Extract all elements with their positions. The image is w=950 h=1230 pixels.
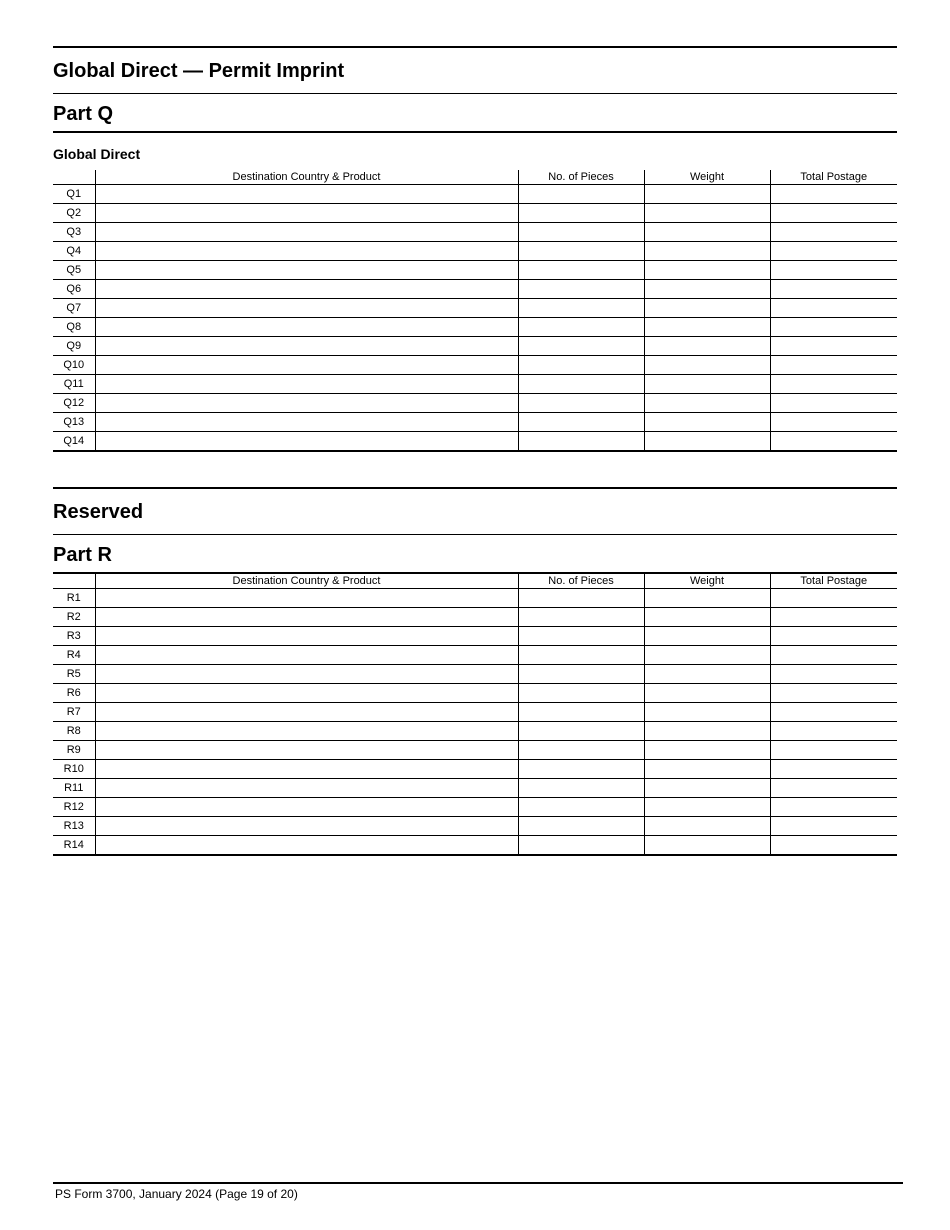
- line-number: R3: [53, 627, 95, 646]
- line-number: R13: [53, 817, 95, 836]
- destination-cell[interactable]: [95, 760, 518, 779]
- destination-cell[interactable]: [95, 779, 518, 798]
- destination-cell[interactable]: [95, 223, 518, 242]
- line-number: R2: [53, 608, 95, 627]
- pieces-cell[interactable]: [518, 798, 644, 817]
- pieces-column-header: No. of Pieces: [518, 574, 644, 589]
- pieces-cell[interactable]: [518, 299, 644, 318]
- total-postage-cell[interactable]: [770, 627, 897, 646]
- total-postage-cell[interactable]: [770, 684, 897, 703]
- weight-cell[interactable]: [644, 261, 770, 280]
- total-postage-cell[interactable]: [770, 646, 897, 665]
- total-postage-column-header: Total Postage: [770, 574, 897, 589]
- top-rule: [53, 46, 897, 48]
- total-postage-cell[interactable]: [770, 722, 897, 741]
- pieces-cell[interactable]: [518, 375, 644, 394]
- table-row: [53, 627, 897, 646]
- total-postage-cell[interactable]: [770, 608, 897, 627]
- weight-cell[interactable]: [644, 703, 770, 722]
- line-number: Q14: [53, 432, 95, 452]
- table-row: [53, 684, 897, 703]
- destination-cell[interactable]: [95, 684, 518, 703]
- destination-cell[interactable]: [95, 413, 518, 432]
- weight-column-header: Weight: [644, 574, 770, 589]
- total-postage-cell[interactable]: [770, 703, 897, 722]
- destination-column-header: Destination Country & Product: [95, 170, 518, 185]
- table-row: [53, 432, 897, 452]
- pieces-cell[interactable]: [518, 318, 644, 337]
- table-row: [53, 608, 897, 627]
- line-number: R8: [53, 722, 95, 741]
- destination-column-header: Destination Country & Product: [95, 574, 518, 589]
- pieces-cell[interactable]: [518, 394, 644, 413]
- pieces-cell[interactable]: [518, 684, 644, 703]
- part-r-heading: Part R: [53, 544, 112, 566]
- pieces-cell[interactable]: [518, 204, 644, 223]
- table-row: [53, 337, 897, 356]
- table-row: [53, 703, 897, 722]
- pieces-cell[interactable]: [518, 223, 644, 242]
- line-number: Q12: [53, 394, 95, 413]
- table-row: [53, 413, 897, 432]
- total-postage-cell[interactable]: [770, 589, 897, 608]
- weight-cell[interactable]: [644, 318, 770, 337]
- destination-cell[interactable]: [95, 741, 518, 760]
- destination-cell[interactable]: [95, 261, 518, 280]
- pieces-cell[interactable]: [518, 356, 644, 375]
- line-number: Q3: [53, 223, 95, 242]
- line-number: Q1: [53, 185, 95, 204]
- table-row: [53, 204, 897, 223]
- pieces-cell[interactable]: [518, 722, 644, 741]
- pieces-cell[interactable]: [518, 646, 644, 665]
- total-postage-column-header: Total Postage: [770, 170, 897, 185]
- destination-cell[interactable]: [95, 798, 518, 817]
- total-postage-cell[interactable]: [770, 779, 897, 798]
- reserved-divider: [53, 534, 897, 535]
- weight-cell[interactable]: [644, 779, 770, 798]
- part-r-table: [53, 574, 897, 856]
- line-number: Q8: [53, 318, 95, 337]
- total-postage-cell[interactable]: [770, 356, 897, 375]
- weight-cell[interactable]: [644, 627, 770, 646]
- pieces-cell[interactable]: [518, 280, 644, 299]
- line-number: R9: [53, 741, 95, 760]
- pieces-column-header: No. of Pieces: [518, 170, 644, 185]
- part-q-subtitle: Global Direct: [53, 146, 141, 162]
- table-row: [53, 261, 897, 280]
- destination-cell[interactable]: [95, 204, 518, 223]
- destination-cell[interactable]: [95, 722, 518, 741]
- table-row: [53, 299, 897, 318]
- weight-cell[interactable]: [644, 299, 770, 318]
- destination-cell[interactable]: [95, 665, 518, 684]
- line-number: Q2: [53, 204, 95, 223]
- table-header-row: [53, 170, 897, 185]
- line-number: Q5: [53, 261, 95, 280]
- line-number: R1: [53, 589, 95, 608]
- total-postage-cell[interactable]: [770, 817, 897, 836]
- total-postage-cell[interactable]: [770, 280, 897, 299]
- line-number: Q9: [53, 337, 95, 356]
- footer-rule: [53, 1182, 903, 1184]
- table-row: [53, 375, 897, 394]
- weight-cell[interactable]: [644, 185, 770, 204]
- pieces-cell[interactable]: [518, 242, 644, 261]
- total-postage-cell[interactable]: [770, 261, 897, 280]
- total-postage-cell[interactable]: [770, 665, 897, 684]
- destination-cell[interactable]: [95, 394, 518, 413]
- weight-cell[interactable]: [644, 394, 770, 413]
- table-row: [53, 646, 897, 665]
- line-number: R4: [53, 646, 95, 665]
- destination-cell[interactable]: [95, 242, 518, 261]
- line-number: R11: [53, 779, 95, 798]
- line-column-header: [53, 170, 95, 185]
- destination-cell[interactable]: [95, 375, 518, 394]
- pieces-cell[interactable]: [518, 665, 644, 684]
- form-footer: PS Form 3700, January 2024 (Page 19 of 20): [55, 1187, 298, 1201]
- total-postage-cell[interactable]: [770, 760, 897, 779]
- destination-cell[interactable]: [95, 318, 518, 337]
- table-row: [53, 665, 897, 684]
- pieces-cell[interactable]: [518, 836, 644, 856]
- line-number: Q10: [53, 356, 95, 375]
- table-row: [53, 280, 897, 299]
- weight-cell[interactable]: [644, 337, 770, 356]
- pieces-cell[interactable]: [518, 779, 644, 798]
- table-row: [53, 760, 897, 779]
- pieces-cell[interactable]: [518, 185, 644, 204]
- part-q-heading: Part Q: [53, 103, 114, 125]
- pieces-cell[interactable]: [518, 627, 644, 646]
- total-postage-cell[interactable]: [770, 337, 897, 356]
- table-row: [53, 242, 897, 261]
- line-number: R5: [53, 665, 95, 684]
- total-postage-cell[interactable]: [770, 223, 897, 242]
- line-number: Q6: [53, 280, 95, 299]
- line-number: R14: [53, 836, 95, 856]
- total-postage-cell[interactable]: [770, 836, 897, 856]
- table-row: [53, 741, 897, 760]
- weight-cell[interactable]: [644, 836, 770, 856]
- destination-cell[interactable]: [95, 280, 518, 299]
- total-postage-cell[interactable]: [770, 432, 897, 452]
- table-row: [53, 817, 897, 836]
- part-q-rule: [53, 131, 897, 133]
- line-number: R10: [53, 760, 95, 779]
- total-postage-cell[interactable]: [770, 318, 897, 337]
- total-postage-cell[interactable]: [770, 741, 897, 760]
- table-row: [53, 356, 897, 375]
- weight-cell[interactable]: [644, 722, 770, 741]
- destination-cell[interactable]: [95, 337, 518, 356]
- weight-cell[interactable]: [644, 798, 770, 817]
- weight-cell[interactable]: [644, 242, 770, 261]
- line-column-header: [53, 574, 95, 589]
- weight-cell[interactable]: [644, 817, 770, 836]
- destination-cell[interactable]: [95, 646, 518, 665]
- weight-cell[interactable]: [644, 665, 770, 684]
- destination-cell[interactable]: [95, 836, 518, 856]
- destination-cell[interactable]: [95, 185, 518, 204]
- table-row: [53, 798, 897, 817]
- destination-cell[interactable]: [95, 299, 518, 318]
- table-row: [53, 185, 897, 204]
- table-row: [53, 318, 897, 337]
- table-row: [53, 589, 897, 608]
- weight-cell[interactable]: [644, 608, 770, 627]
- destination-cell[interactable]: [95, 608, 518, 627]
- weight-cell[interactable]: [644, 223, 770, 242]
- total-postage-cell[interactable]: [770, 299, 897, 318]
- total-postage-cell[interactable]: [770, 242, 897, 261]
- pieces-cell[interactable]: [518, 337, 644, 356]
- weight-cell[interactable]: [644, 684, 770, 703]
- weight-cell[interactable]: [644, 204, 770, 223]
- line-number: R6: [53, 684, 95, 703]
- pieces-cell[interactable]: [518, 589, 644, 608]
- pieces-cell[interactable]: [518, 817, 644, 836]
- part-q-table: [53, 170, 897, 452]
- table-row: [53, 836, 897, 856]
- weight-column-header: Weight: [644, 170, 770, 185]
- total-postage-cell[interactable]: [770, 204, 897, 223]
- weight-cell[interactable]: [644, 413, 770, 432]
- table-row: [53, 722, 897, 741]
- total-postage-cell[interactable]: [770, 375, 897, 394]
- pieces-cell[interactable]: [518, 741, 644, 760]
- line-number: R7: [53, 703, 95, 722]
- destination-cell[interactable]: [95, 432, 518, 452]
- weight-cell[interactable]: [644, 356, 770, 375]
- total-postage-cell[interactable]: [770, 798, 897, 817]
- weight-cell[interactable]: [644, 741, 770, 760]
- pieces-cell[interactable]: [518, 261, 644, 280]
- table-header-row: [53, 574, 897, 589]
- weight-cell[interactable]: [644, 760, 770, 779]
- line-number: Q4: [53, 242, 95, 261]
- pieces-cell[interactable]: [518, 432, 644, 452]
- pieces-cell[interactable]: [518, 608, 644, 627]
- destination-cell[interactable]: [95, 627, 518, 646]
- destination-cell[interactable]: [95, 817, 518, 836]
- line-number: R12: [53, 798, 95, 817]
- weight-cell[interactable]: [644, 589, 770, 608]
- weight-cell[interactable]: [644, 432, 770, 452]
- pieces-cell[interactable]: [518, 703, 644, 722]
- destination-cell[interactable]: [95, 356, 518, 375]
- destination-cell[interactable]: [95, 589, 518, 608]
- weight-cell[interactable]: [644, 646, 770, 665]
- total-postage-cell[interactable]: [770, 394, 897, 413]
- line-number: Q7: [53, 299, 95, 318]
- line-number: Q11: [53, 375, 95, 394]
- page-title: Global Direct — Permit Imprint: [53, 60, 345, 82]
- weight-cell[interactable]: [644, 375, 770, 394]
- weight-cell[interactable]: [644, 280, 770, 299]
- line-number: Q13: [53, 413, 95, 432]
- total-postage-cell[interactable]: [770, 413, 897, 432]
- pieces-cell[interactable]: [518, 413, 644, 432]
- reserved-title: Reserved: [53, 501, 144, 523]
- table-row: [53, 779, 897, 798]
- table-row: [53, 394, 897, 413]
- table-row: [53, 223, 897, 242]
- pieces-cell[interactable]: [518, 760, 644, 779]
- title-divider: [53, 93, 897, 94]
- destination-cell[interactable]: [95, 703, 518, 722]
- reserved-top-rule: [53, 487, 897, 489]
- total-postage-cell[interactable]: [770, 185, 897, 204]
